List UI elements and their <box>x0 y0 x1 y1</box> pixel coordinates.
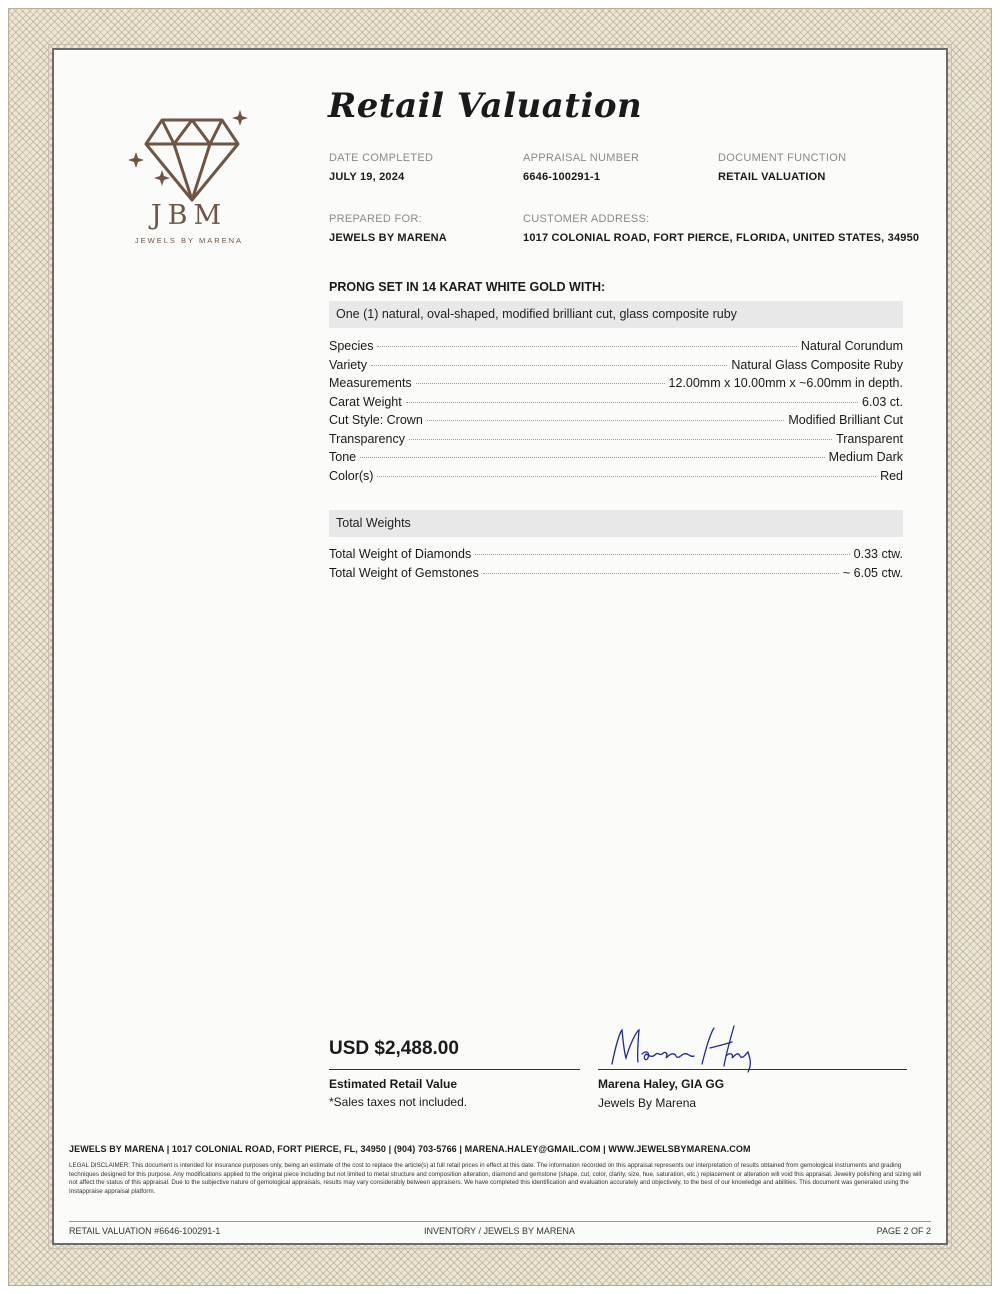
footer-rule <box>69 1221 931 1222</box>
prepared-for-block <box>329 213 447 244</box>
customer-address-value: 1017 COLONIAL ROAD, FORT PIERCE, FLORIDA, UNITED STATES, 34950 <box>523 232 920 244</box>
leader-dots <box>409 439 832 440</box>
date-completed-block <box>329 152 433 183</box>
weight-row <box>329 547 903 566</box>
detail-row <box>329 450 903 469</box>
estimated-price: USD $2,488.00 <box>329 1038 459 1059</box>
customer-address-label: CUSTOMER ADDRESS: <box>523 213 650 225</box>
detail-row <box>329 469 903 488</box>
detail-row <box>329 395 903 414</box>
appraisal-number-value: 6646-100291-1 <box>523 171 601 183</box>
detail-row <box>329 432 903 451</box>
detail-row <box>329 376 903 395</box>
detail-key: Cut Style: Crown <box>329 413 423 427</box>
total-weights-list <box>329 547 903 584</box>
weight-value: ~ 6.05 ctw. <box>842 565 903 580</box>
leader-dots <box>377 346 796 347</box>
signer-company: Jewels By Marena <box>598 1096 697 1110</box>
appraisal-number-label: APPRAISAL NUMBER <box>523 152 640 164</box>
detail-value: Medium Dark <box>828 450 903 464</box>
setting-heading: PRONG SET IN 14 KARAT WHITE GOLD WITH: <box>329 280 606 294</box>
detail-value: 12.00mm x 10.00mm x ~6.00mm in depth. <box>668 376 903 390</box>
date-completed-label: DATE COMPLETED <box>329 152 434 164</box>
detail-value: Transparent <box>836 431 903 446</box>
page-number: PAGE 2 OF 2 <box>876 1226 931 1236</box>
weight-key: Total Weight of Diamonds <box>329 547 472 561</box>
legal-disclaimer: LEGAL DISCLAIMER: This document is intended for insurance purposes only, being an estimate of the cost to replace the article(s) at full retail prices in effect at this date. The information recorded on this appraisal represents our interpretation of results obtained from gemological instruments and grading techniques designed for this purpose. Any modifications applied to the original piece including but not limited to metal structure and composition alteration, diamond and gemstone (shape, cut, color, clarity, size, hue, saturation, etc.) replacement or alteration will void this appraisal. Jewelry polishing and sizing will not affect the status of this appraisal. Due to the subjective nature of gemological appraisals, results may vary considerably between appraisers. We have completed this identification and evaluation accurately and objectively, to the best of our knowledge and abilities. This document was generated using the Instappraise appraisal platform. <box>69 1162 922 1195</box>
appraisal-number-block <box>523 152 639 183</box>
stone-description-bar: One (1) natural, oval-shaped, modified brilliant cut, glass composite ruby <box>329 301 903 328</box>
date-completed-value: JULY 19, 2024 <box>329 171 405 183</box>
leader-dots <box>406 402 858 403</box>
signer-name: Marena Haley, GIA GG <box>598 1077 725 1091</box>
detail-key: Tone <box>329 450 357 464</box>
leader-dots <box>371 365 727 366</box>
weight-row <box>329 566 903 585</box>
logo-subtitle: JEWELS BY MARENA <box>134 236 244 245</box>
detail-key: Carat Weight <box>329 394 402 409</box>
contact-footer: JEWELS BY MARENA | 1017 COLONIAL ROAD, FORT PIERCE, FL, 34950 | (904) 703-5766 | MARENA.HALEY@GMAIL.COM | WWW.JEWELSBYMARENA.COM <box>69 1144 751 1154</box>
leader-dots <box>483 573 839 574</box>
weight-value: 0.33 ctw. <box>853 547 903 561</box>
sales-tax-note: *Sales taxes not included. <box>329 1095 468 1109</box>
footer-document-id: RETAIL VALUATION #6646-100291-1 <box>69 1226 221 1236</box>
customer-address-block <box>523 213 919 244</box>
detail-value: Modified Brilliant Cut <box>788 413 903 427</box>
logo-wordmark: JBM <box>150 200 228 231</box>
leader-dots <box>475 554 849 555</box>
estimated-value-label: Estimated Retail Value <box>329 1077 458 1091</box>
leader-dots <box>416 383 665 384</box>
leader-dots <box>360 457 825 458</box>
page-title: Retail Valuation <box>328 86 643 126</box>
signature-rule <box>598 1069 907 1070</box>
leader-dots <box>377 476 876 477</box>
prepared-for-value: JEWELS BY MARENA <box>329 232 447 244</box>
handwritten-signature <box>606 1024 766 1074</box>
document-function-value: RETAIL VALUATION <box>718 171 826 183</box>
detail-key: Color(s) <box>329 468 374 483</box>
detail-key: Variety <box>329 357 367 372</box>
detail-row <box>329 358 903 377</box>
detail-key: Measurements <box>329 376 412 390</box>
detail-key: Transparency <box>329 431 405 446</box>
detail-key: Species <box>329 339 374 353</box>
detail-value: Natural Corundum <box>800 339 903 353</box>
detail-row <box>329 339 903 358</box>
detail-value: Red <box>880 468 903 483</box>
footer-inventory: INVENTORY / JEWELS BY MARENA <box>424 1226 575 1236</box>
detail-value: Natural Glass Composite Ruby <box>731 357 903 372</box>
detail-value: 6.03 ct. <box>862 394 903 409</box>
document-function-label: DOCUMENT FUNCTION <box>718 152 847 164</box>
document-function-block <box>718 152 846 183</box>
price-rule <box>329 1069 580 1070</box>
stone-details-list <box>329 339 903 487</box>
weight-key: Total Weight of Gemstones <box>329 565 479 580</box>
detail-row <box>329 413 903 432</box>
total-weights-heading: Total Weights <box>329 510 903 537</box>
prepared-for-label: PREPARED FOR: <box>329 213 422 225</box>
leader-dots <box>427 420 785 421</box>
